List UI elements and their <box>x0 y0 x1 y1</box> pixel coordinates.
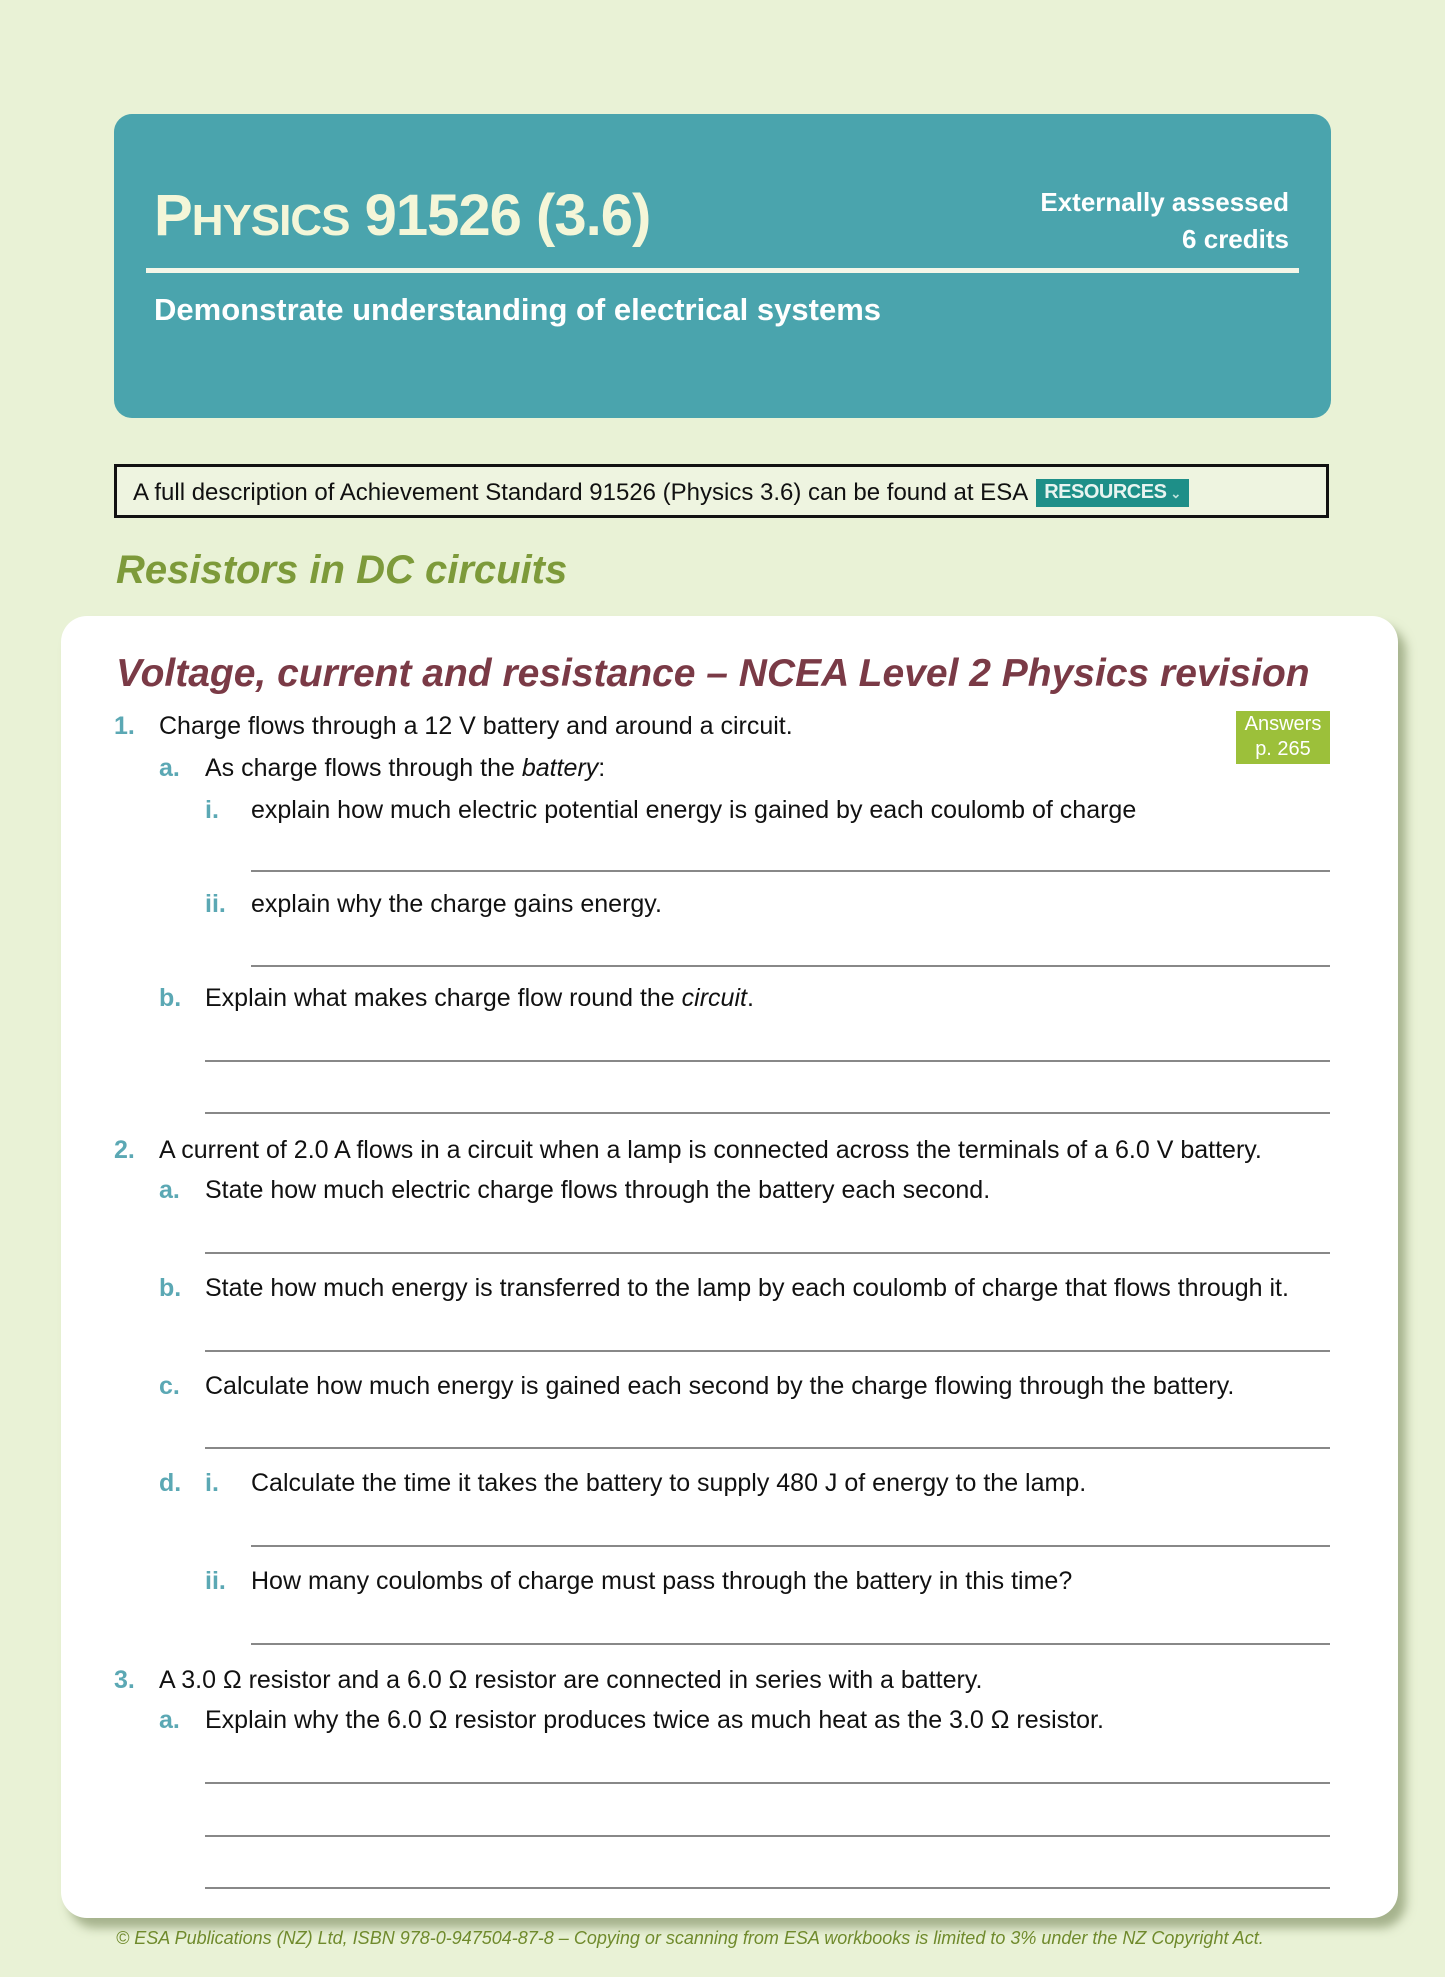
answer-line[interactable] <box>205 1835 1330 1837</box>
subpart-label: i. <box>205 796 219 824</box>
credits: 6 credits <box>1182 224 1289 254</box>
part-label: b. <box>159 1274 182 1302</box>
question-2-text: A current of 2.0 A flows in a circuit when a lamp is connected across the terminals of a 6.0 V battery. <box>159 1136 1262 1164</box>
description-text: A full description of Achievement Standard 91526 (Physics 3.6) can be found at ESA <box>133 479 1029 506</box>
chevron-down-icon: ⌄ <box>1170 486 1181 501</box>
part-label: a. <box>159 1706 180 1734</box>
worksheet-heading: Voltage, current and resistance – NCEA Level 2 Physics revision <box>116 652 1310 695</box>
title-initial: P <box>154 183 192 248</box>
part-label: d. <box>159 1469 182 1497</box>
answer-line[interactable] <box>205 1887 1330 1889</box>
question-2d-ii-text: How many coulombs of charge must pass through the battery in this time? <box>251 1567 1073 1595</box>
answer-line[interactable] <box>205 1060 1330 1062</box>
page-title <box>154 182 650 249</box>
part-label: a. <box>159 1176 180 1204</box>
answers-page: p. 265 <box>1255 738 1311 760</box>
standard-code: 91526 (3.6) <box>364 183 651 248</box>
assessment-info <box>1040 184 1289 258</box>
subpart-label: ii. <box>205 890 226 918</box>
answer-line[interactable] <box>251 1643 1330 1645</box>
question-2a-text: State how much electric charge flows through the battery each second. <box>205 1176 991 1204</box>
copyright-footer: © ESA Publications (NZ) Ltd, ISBN 978-0-947504-87-8 – Copying or scanning from ESA workbooks is limited to 3% under the NZ Copyright Act. <box>116 1928 1264 1948</box>
question-1-text: Charge flows through a 12 V battery and around a circuit. <box>159 712 793 740</box>
description-box <box>114 464 1329 518</box>
answer-line[interactable] <box>205 1782 1330 1784</box>
question-number: 2. <box>114 1136 135 1164</box>
header-divider <box>146 268 1299 273</box>
title-smallcaps: HYSICS <box>191 196 350 245</box>
answer-line[interactable] <box>205 1350 1330 1352</box>
question-1a-ii-text: explain why the charge gains energy. <box>251 890 662 918</box>
question-3a-text: Explain why the 6.0 Ω resistor produces twice as much heat as the 3.0 Ω resistor. <box>205 1706 1104 1734</box>
question-3-text: A 3.0 Ω resistor and a 6.0 Ω resistor are connected in series with a battery. <box>159 1666 983 1694</box>
assessment-type: Externally assessed <box>1040 187 1289 217</box>
part-label: a. <box>159 754 180 782</box>
answers-badge[interactable] <box>1236 711 1330 764</box>
part-label: b. <box>159 984 182 1012</box>
question-number: 1. <box>114 712 135 740</box>
question-1b-text: Explain what makes charge flow round the circuit. <box>205 984 754 1012</box>
question-2b-text: State how much energy is transferred to the lamp by each coulomb of charge that flows through it. <box>205 1274 1289 1302</box>
resources-label: RESOURCES <box>1044 481 1167 503</box>
section-title: Resistors in DC circuits <box>116 548 568 592</box>
question-2c-text: Calculate how much energy is gained each second by the charge flowing through the battery. <box>205 1372 1235 1400</box>
answer-line[interactable] <box>205 1447 1330 1449</box>
question-1a-text: As charge flows through the battery: <box>205 754 606 782</box>
subpart-label: i. <box>205 1469 219 1497</box>
answers-label: Answers <box>1244 713 1322 735</box>
answer-line[interactable] <box>205 1252 1330 1254</box>
question-2d-i-text: Calculate the time it takes the battery to supply 480 J of energy to the lamp. <box>251 1469 1087 1497</box>
answer-line[interactable] <box>251 870 1330 872</box>
resources-link[interactable] <box>1036 479 1189 507</box>
answer-line[interactable] <box>205 1112 1330 1114</box>
answer-line[interactable] <box>251 1545 1330 1547</box>
subpart-label: ii. <box>205 1567 226 1595</box>
standard-subtitle: Demonstrate understanding of electrical systems <box>154 292 882 327</box>
answer-line[interactable] <box>251 965 1330 967</box>
question-number: 3. <box>114 1666 135 1694</box>
question-1a-i-text: explain how much electric potential energy is gained by each coulomb of charge <box>251 796 1137 824</box>
standard-header-banner <box>114 114 1331 418</box>
part-label: c. <box>159 1372 180 1400</box>
